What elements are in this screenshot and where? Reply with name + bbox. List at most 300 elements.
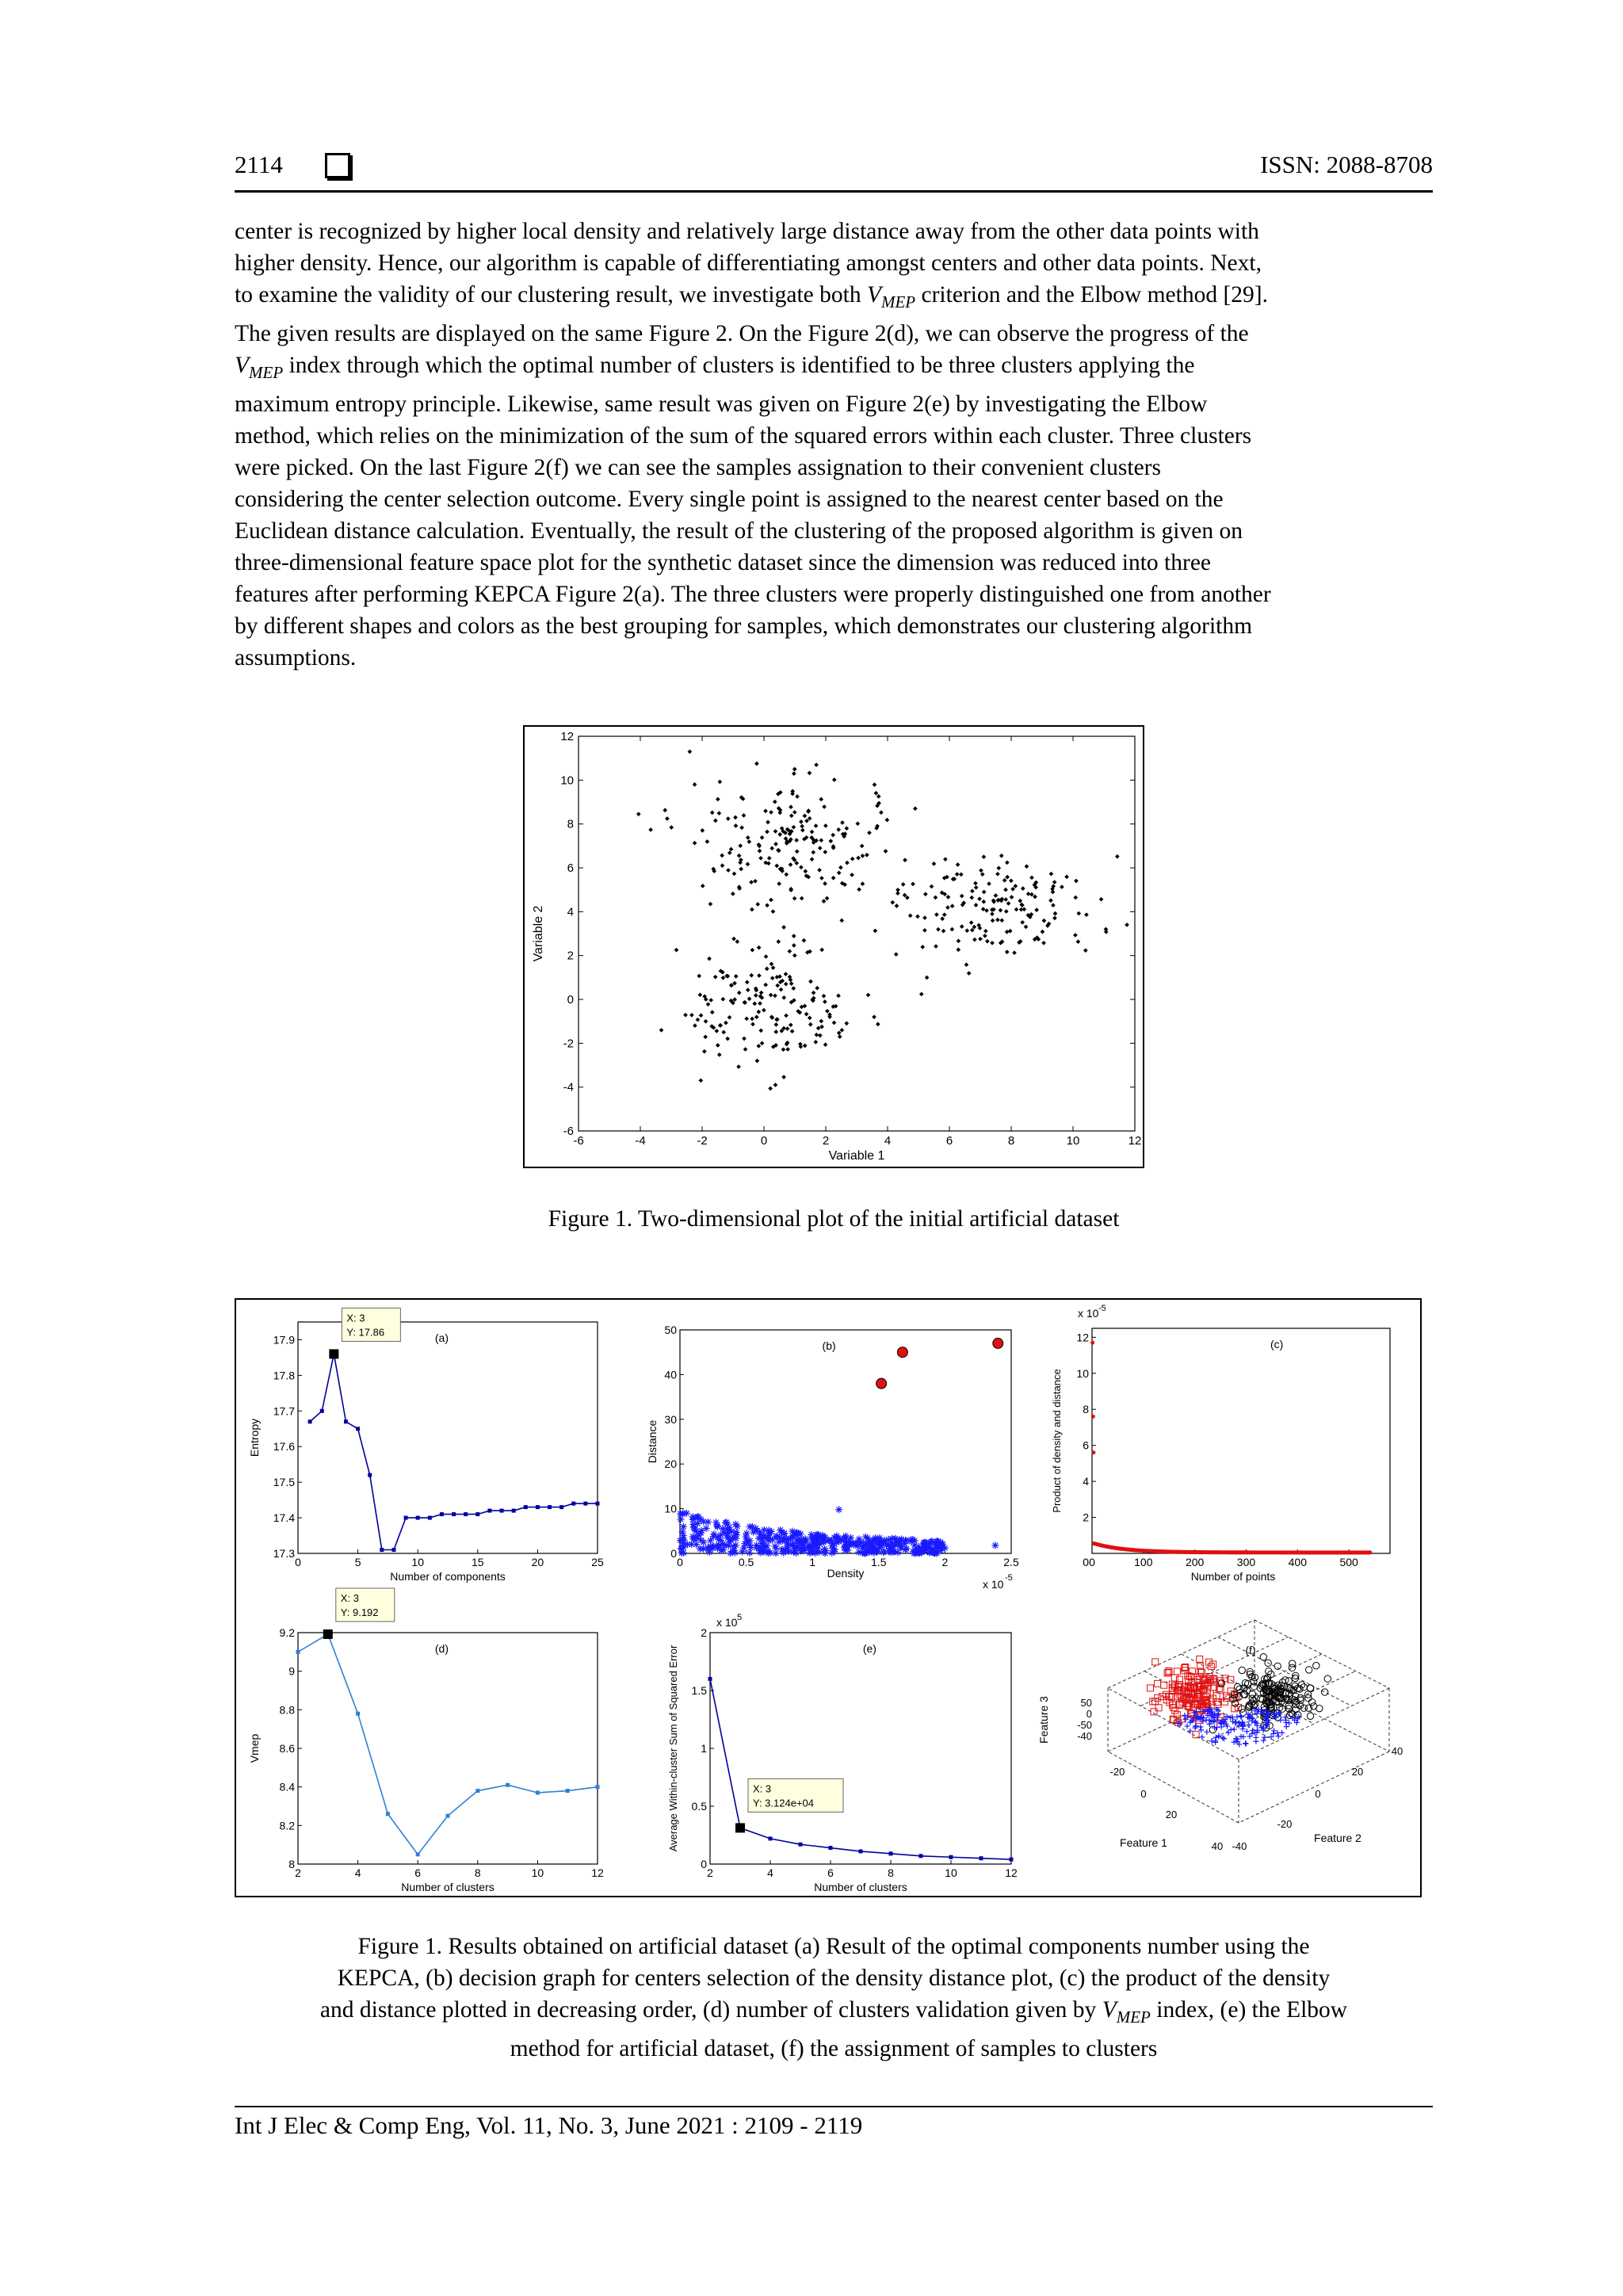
data-point xyxy=(1084,912,1089,917)
panel-f-blue-point xyxy=(1261,1738,1266,1744)
panel-f-blue-point xyxy=(1239,1714,1244,1720)
panel-c-axes-box xyxy=(1092,1328,1390,1553)
data-point xyxy=(714,1029,719,1033)
panel-b-data-point xyxy=(842,1543,849,1550)
data-point xyxy=(946,895,951,900)
data-point xyxy=(825,896,830,901)
data-point xyxy=(750,1022,755,1026)
data-point xyxy=(781,995,786,1000)
panel-f-red-point xyxy=(1151,1709,1157,1715)
data-point xyxy=(708,902,713,907)
panel-b-y-tick-label: 40 xyxy=(664,1368,677,1381)
panel-a-data-point xyxy=(524,1505,528,1509)
panel-d-y-tick-label: 8.6 xyxy=(279,1742,295,1755)
panel-b-data-point xyxy=(716,1541,723,1549)
data-point xyxy=(725,1037,730,1041)
panel-f-x-tick-label: -20 xyxy=(1109,1766,1125,1778)
data-point xyxy=(866,993,871,998)
y-axis-label: Variable 2 xyxy=(532,905,545,962)
data-point xyxy=(1019,907,1024,912)
data-point xyxy=(822,994,827,999)
panel-b-data-point xyxy=(765,1535,772,1542)
panel-a-data-point xyxy=(512,1509,516,1513)
data-point xyxy=(815,986,819,991)
data-point xyxy=(995,872,1000,877)
panel-b-data-point xyxy=(740,1545,747,1552)
data-point xyxy=(769,961,774,966)
data-point xyxy=(774,1022,779,1027)
data-point xyxy=(839,919,844,923)
data-point xyxy=(792,943,796,948)
data-point xyxy=(777,881,781,886)
data-point xyxy=(710,1010,715,1014)
data-point xyxy=(771,909,776,914)
panel-d-data-point xyxy=(536,1790,540,1794)
x-tick-label: -4 xyxy=(635,1134,646,1148)
panel-f-x-tick-label: 40 xyxy=(1211,1840,1224,1852)
panel-e-y-tick-label: 0 xyxy=(701,1858,707,1870)
panel-d-x-tick-label: 10 xyxy=(531,1866,544,1879)
data-point xyxy=(999,918,1004,923)
data-point xyxy=(861,881,865,886)
panel-b-data-point xyxy=(793,1529,800,1536)
data-point xyxy=(754,993,758,998)
data-point xyxy=(850,873,854,877)
data-point xyxy=(941,929,946,934)
data-point xyxy=(752,1002,757,1007)
data-point xyxy=(794,838,799,842)
panel-c-x-axis-label: Number of points xyxy=(1190,1570,1276,1583)
data-point xyxy=(813,1040,818,1045)
panel-b-data-point xyxy=(835,1506,842,1513)
data-point xyxy=(758,1028,763,1033)
data-point xyxy=(967,971,972,976)
panel-b-data-point xyxy=(791,1547,798,1554)
panel-f-red-point xyxy=(1171,1675,1178,1681)
data-point xyxy=(800,824,804,829)
data-point xyxy=(773,994,777,999)
data-point xyxy=(720,997,725,1002)
data-point xyxy=(803,869,808,873)
data-point xyxy=(773,842,778,846)
panel-d-datatip-x: X: 3 xyxy=(340,1591,359,1604)
panel-f-black-point xyxy=(1307,1685,1313,1691)
data-point xyxy=(800,828,805,833)
data-point xyxy=(828,839,833,843)
data-point xyxy=(1099,897,1104,902)
panel-f-blue-point xyxy=(1204,1729,1209,1735)
data-point xyxy=(716,1043,720,1048)
data-point xyxy=(874,791,879,796)
data-point xyxy=(659,1028,664,1033)
y-tick-label: 8 xyxy=(567,817,574,831)
panel-d-y-tick-label: 8.4 xyxy=(279,1780,295,1794)
data-point xyxy=(762,1008,766,1013)
panel-b-data-point xyxy=(717,1537,724,1544)
data-point xyxy=(768,1087,773,1091)
data-point xyxy=(765,830,769,835)
panel-e-datatip-x: X: 3 xyxy=(753,1782,772,1795)
data-point xyxy=(1041,941,1046,946)
panel-f-blue-point xyxy=(1216,1734,1221,1740)
panel-b-data-point xyxy=(746,1541,753,1549)
data-point xyxy=(665,816,670,821)
data-point xyxy=(789,1022,793,1027)
data-point xyxy=(697,974,701,979)
data-point xyxy=(1024,925,1029,930)
data-point xyxy=(942,912,947,917)
panel-c-data-point xyxy=(1091,1415,1095,1419)
panel-a-data-point xyxy=(440,1512,444,1516)
data-point xyxy=(1115,854,1120,859)
data-point xyxy=(872,1014,876,1019)
data-point xyxy=(731,892,735,896)
data-point xyxy=(896,891,900,896)
panel-a-y-tick-label: 17.3 xyxy=(273,1547,295,1560)
data-point xyxy=(790,1029,795,1033)
panel-f-blue-point xyxy=(1216,1712,1221,1717)
panel-b-x-tick-label: 2 xyxy=(941,1556,949,1568)
data-point xyxy=(735,939,740,944)
panel-e-y-axis-label: Average Within-cluster Sum of Squared Error xyxy=(667,1645,679,1852)
panel-d-data-point xyxy=(386,1812,390,1816)
data-point xyxy=(1021,886,1025,891)
data-point xyxy=(1010,895,1014,900)
data-point xyxy=(720,854,724,858)
panel-f-blue-point xyxy=(1262,1735,1267,1740)
panel-a-data-point xyxy=(368,1473,372,1477)
data-point xyxy=(1060,884,1064,889)
panel-f-y-tick-label: -20 xyxy=(1277,1818,1293,1830)
data-point xyxy=(789,862,793,867)
x-tick-label: 6 xyxy=(945,1134,953,1148)
data-point xyxy=(1083,948,1088,953)
panel-b-data-point xyxy=(710,1530,717,1538)
data-point xyxy=(920,945,925,949)
y-tick-label: 6 xyxy=(567,861,574,875)
panel-e-data-point xyxy=(829,1846,833,1850)
data-point xyxy=(648,827,653,832)
panel-b-data-point xyxy=(800,1545,808,1552)
data-point xyxy=(1020,920,1025,925)
data-point xyxy=(873,782,877,787)
panel-e-data-point xyxy=(769,1836,773,1840)
data-point xyxy=(777,832,782,837)
panel-d-panel-label: (d) xyxy=(434,1642,449,1655)
data-point xyxy=(718,780,723,785)
panel-b-data-point xyxy=(724,1532,731,1539)
data-point xyxy=(1014,884,1018,888)
panel-b-data-point xyxy=(697,1545,704,1553)
panel-a-data-point xyxy=(308,1419,312,1423)
data-point xyxy=(1008,929,1013,934)
text-line: assumptions. xyxy=(235,644,357,670)
data-point xyxy=(980,872,985,877)
panel-c-x-tick-label: 100 xyxy=(1134,1556,1153,1568)
panel-e-panel-label: (e) xyxy=(862,1642,876,1655)
panel-e-data-point xyxy=(799,1843,803,1847)
data-point xyxy=(749,880,754,884)
data-point xyxy=(856,856,861,861)
data-point xyxy=(726,816,731,821)
data-point xyxy=(885,818,890,823)
panel-d-x-tick-label: 2 xyxy=(295,1866,301,1879)
panel-a-y-axis-label: Entropy xyxy=(248,1418,261,1457)
panel-b-data-point xyxy=(870,1549,877,1557)
data-point xyxy=(1064,875,1069,880)
panel-f-red-point xyxy=(1152,1659,1159,1665)
data-point xyxy=(701,884,705,888)
data-point xyxy=(747,839,752,844)
panel-b-y-axis-label: Distance xyxy=(646,1419,659,1464)
panel-b-y-tick-label: 20 xyxy=(664,1457,677,1471)
panel-f-blue-point xyxy=(1212,1740,1218,1745)
data-point xyxy=(974,903,979,907)
data-point xyxy=(704,1019,708,1024)
panel-d-data-point xyxy=(446,1814,450,1818)
panel-f-black-point xyxy=(1239,1667,1245,1673)
panel-d-x-axis-label: Number of clusters xyxy=(401,1881,495,1893)
data-point xyxy=(769,810,773,815)
data-point xyxy=(707,957,712,961)
data-point xyxy=(945,905,950,910)
data-point xyxy=(769,846,774,851)
data-point xyxy=(792,825,796,830)
panel-f-black-point xyxy=(1251,1678,1257,1684)
data-point xyxy=(799,865,804,869)
panel-b-data-point xyxy=(725,1542,732,1549)
panel-f-z-tick-label: -40 xyxy=(1077,1730,1092,1742)
data-point xyxy=(773,829,778,834)
panel-a-data-point xyxy=(500,1509,504,1513)
text-line: features after performing KEPCA Figure 2(a). The three clusters were properly distinguished one from another xyxy=(235,581,1271,607)
text-line: $V_{MEP}$ index through which the optimal number of clusters is identified to be three clusters applying the xyxy=(235,352,1195,382)
data-point xyxy=(781,925,786,930)
panel-a-axes-box xyxy=(298,1322,598,1553)
data-point xyxy=(934,912,939,917)
data-point xyxy=(779,988,784,992)
data-point xyxy=(755,1059,760,1064)
panel-d-y-tick-label: 8 xyxy=(288,1858,295,1870)
data-point xyxy=(750,907,754,912)
panel-a-data-point xyxy=(548,1505,552,1509)
panel-f-y-tick-label: 40 xyxy=(1391,1745,1403,1757)
data-point xyxy=(1104,930,1109,934)
panel-b-data-point xyxy=(802,1537,809,1544)
panel-f-red-point xyxy=(1155,1705,1162,1711)
panel-b-data-point xyxy=(683,1510,690,1517)
data-point xyxy=(964,928,969,933)
data-point xyxy=(960,894,964,899)
data-point xyxy=(773,1030,778,1034)
data-point xyxy=(784,873,789,877)
data-point xyxy=(995,918,1000,923)
data-point xyxy=(911,882,915,887)
panel-d-y-axis-label: Vmep xyxy=(248,1733,261,1763)
panel-b-data-point xyxy=(697,1529,705,1536)
data-point xyxy=(764,954,769,959)
body-paragraph xyxy=(235,216,1433,674)
panel-e-x-axis-label: Number of clusters xyxy=(814,1881,907,1893)
panel-b-data-point xyxy=(732,1541,739,1549)
x-tick-label: 10 xyxy=(1066,1134,1080,1148)
data-point xyxy=(792,810,797,815)
data-point xyxy=(674,948,679,953)
data-point xyxy=(825,1009,830,1014)
data-point xyxy=(990,911,995,916)
panel-f-y-tick-label: 0 xyxy=(1315,1788,1321,1800)
data-point xyxy=(957,939,961,944)
panel-a-data-point xyxy=(404,1516,408,1520)
data-point xyxy=(636,812,641,816)
data-point xyxy=(884,849,888,854)
data-point xyxy=(785,1047,790,1052)
panel-b-data-point xyxy=(910,1548,917,1555)
panel-c-data-point xyxy=(1368,1550,1372,1554)
data-point xyxy=(763,983,768,988)
data-point xyxy=(754,762,759,766)
data-point xyxy=(802,938,807,943)
panel-a-data-point xyxy=(475,1512,479,1516)
panel-b-data-point xyxy=(819,1532,827,1539)
panel-a-data-point xyxy=(559,1505,563,1509)
data-point xyxy=(755,902,760,907)
data-point xyxy=(760,835,765,840)
panel-b-data-point xyxy=(692,1515,699,1522)
panel-f-blue-point xyxy=(1246,1722,1251,1728)
panel-f-blue-point xyxy=(1244,1729,1250,1734)
panel-a-data-point xyxy=(391,1548,395,1552)
data-point xyxy=(903,858,907,862)
data-point xyxy=(792,953,797,958)
panel-d-data-point xyxy=(475,1789,479,1793)
data-point xyxy=(845,861,850,865)
panel-b-x-tick-label: 1.5 xyxy=(871,1556,887,1568)
text-line: to examine the validity of our clustering result, we investigate both $V_{MEP}$ criterion and the Elbow method [29]. xyxy=(235,282,1268,311)
data-point xyxy=(832,1021,837,1026)
panel-a-x-tick-label: 25 xyxy=(591,1556,604,1568)
panel-f-z-tick-label: -50 xyxy=(1077,1719,1092,1731)
data-point xyxy=(865,853,869,858)
panel-d-data-point xyxy=(356,1712,360,1716)
data-point xyxy=(981,900,986,904)
x-tick-label: 12 xyxy=(1128,1134,1142,1148)
panel-f-z-tick-label: 0 xyxy=(1086,1708,1092,1720)
panel-b-data-point xyxy=(689,1521,697,1528)
data-point xyxy=(891,900,896,905)
data-point xyxy=(979,868,983,873)
panel-f-blue-point xyxy=(1238,1713,1243,1719)
data-point xyxy=(699,1078,704,1083)
panel-d-data-point xyxy=(296,1650,300,1654)
figure1-caption: Figure 1. Two-dimensional plot of the initial artificial dataset xyxy=(548,1206,1120,1232)
data-point xyxy=(746,862,750,867)
data-point xyxy=(688,750,693,755)
panel-e-x-tick-label: 6 xyxy=(827,1866,834,1879)
panel-c-y-tick-label: 10 xyxy=(1076,1366,1089,1380)
data-point xyxy=(693,1023,697,1028)
panel-c-y-tick-label: 2 xyxy=(1083,1511,1089,1524)
data-point xyxy=(982,890,987,895)
data-point xyxy=(702,1049,707,1054)
data-point xyxy=(983,934,987,938)
panel-c-y-tick-label: 4 xyxy=(1083,1475,1089,1488)
data-point xyxy=(698,992,703,997)
y-tick-label: 0 xyxy=(567,993,574,1007)
data-point xyxy=(936,927,941,932)
panel-b-data-point xyxy=(937,1538,944,1545)
figure2-caption xyxy=(235,1931,1433,2065)
data-point xyxy=(777,974,782,979)
data-point xyxy=(792,896,797,901)
x-tick-label: 4 xyxy=(884,1134,892,1148)
panel-f-blue-point xyxy=(1282,1714,1288,1720)
data-point xyxy=(991,919,995,923)
data-point xyxy=(705,839,710,844)
data-point xyxy=(734,823,739,828)
data-point xyxy=(756,1010,761,1014)
panel-c-x-tick-label: 300 xyxy=(1236,1556,1256,1568)
data-point xyxy=(739,825,744,830)
panel-a-data-point xyxy=(452,1512,456,1516)
data-point xyxy=(721,1030,726,1035)
data-point xyxy=(734,974,739,979)
data-point xyxy=(855,821,860,826)
caption-line: and distance plotted in decreasing order, (d) number of clusters validation given by $V_{MEP}$ index, (e) the Elbow xyxy=(319,1997,1348,2027)
data-point xyxy=(746,835,750,840)
panel-f-red-point xyxy=(1210,1661,1216,1668)
panel-e-x-tick-label: 12 xyxy=(1005,1866,1018,1879)
panel-f-red-point xyxy=(1217,1687,1224,1693)
panel-b-data-point xyxy=(753,1541,760,1549)
data-point xyxy=(1005,949,1010,954)
data-point xyxy=(823,1042,828,1047)
panel-c-y-exponent-power: -5 xyxy=(1098,1304,1106,1313)
data-point xyxy=(943,857,948,861)
panel-f-red-point xyxy=(1206,1659,1212,1665)
data-point xyxy=(919,992,924,997)
data-point xyxy=(818,1033,823,1038)
panel-e-selected-marker xyxy=(735,1823,745,1832)
data-point xyxy=(960,924,964,929)
panel-f-blue-point xyxy=(1199,1734,1205,1740)
panel-b-data-point xyxy=(808,1545,815,1553)
footer-citation: Int J Elec & Comp Eng, Vol. 11, No. 3, June 2021 : 2109 - 2119 xyxy=(235,2111,863,2139)
data-point xyxy=(724,1021,728,1026)
data-point xyxy=(713,819,718,823)
data-point xyxy=(940,916,945,921)
data-point xyxy=(765,967,769,972)
data-point xyxy=(720,863,725,868)
panel-b-panel-label: (b) xyxy=(822,1339,836,1352)
panel-d-x-tick-label: 6 xyxy=(414,1866,422,1879)
data-point xyxy=(822,899,827,904)
panel-c-panel-label: (c) xyxy=(1270,1338,1284,1350)
panel-f-blue-point xyxy=(1228,1727,1234,1733)
data-point xyxy=(696,1018,701,1022)
panel-b-data-point xyxy=(784,1540,791,1547)
panel-a-y-tick-label: 17.6 xyxy=(273,1440,295,1454)
data-point xyxy=(758,1001,762,1006)
data-point xyxy=(812,991,816,995)
data-point xyxy=(819,1019,823,1024)
panel-d-data-point xyxy=(506,1783,510,1787)
data-point xyxy=(818,846,823,850)
panel-f-red-point xyxy=(1174,1668,1180,1675)
data-point xyxy=(934,896,938,900)
panel-a-y-tick-label: 17.4 xyxy=(273,1511,295,1525)
data-point xyxy=(769,993,773,998)
